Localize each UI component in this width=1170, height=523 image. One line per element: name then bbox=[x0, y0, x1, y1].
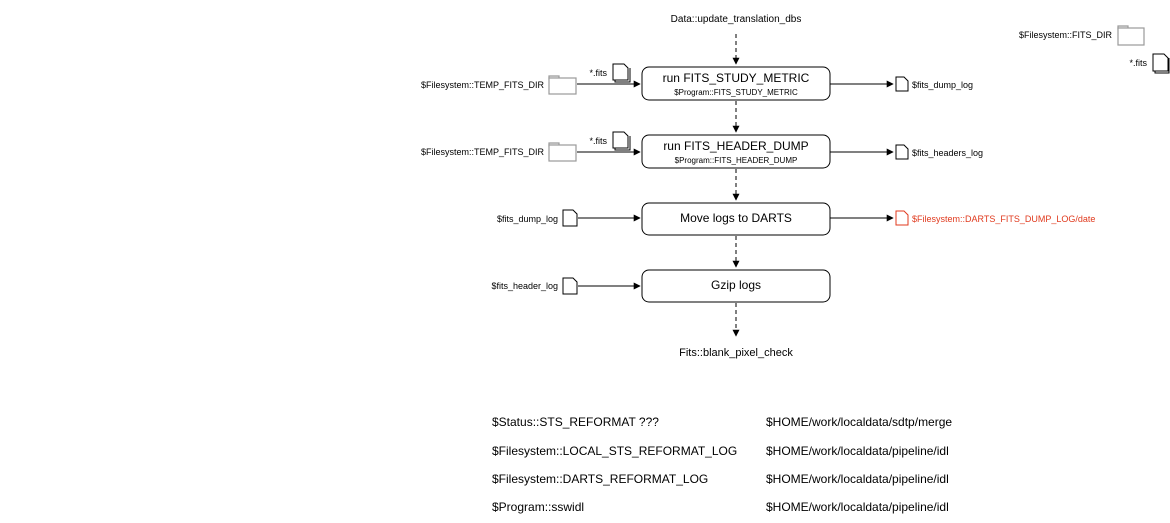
document-icon bbox=[613, 132, 630, 150]
fits-dump-log-output: $fits_dump_log bbox=[912, 80, 974, 90]
table-row-value: $HOME/work/localdata/pipeline/idl bbox=[766, 444, 949, 458]
fits-dir-label: $Filesystem::FITS_DIR bbox=[1018, 30, 1112, 40]
temp-fits-dir-label: $Filesystem::TEMP_FITS_DIR bbox=[420, 80, 544, 90]
fits-dump-log-input: $fits_dump_log bbox=[496, 214, 558, 224]
folder-icon bbox=[549, 76, 576, 94]
fits-dir-doc-label: *.fits bbox=[1129, 58, 1147, 68]
step-fits-study-metric bbox=[642, 67, 830, 100]
fits-doc-label: *.fits bbox=[589, 68, 607, 78]
table-row-name: $Program::sswidl bbox=[492, 500, 585, 514]
step-gzip-logs bbox=[642, 270, 830, 302]
document-icon bbox=[563, 278, 577, 294]
fits-headers-log-output: $fits_headers_log bbox=[912, 148, 984, 158]
document-icon bbox=[896, 77, 908, 91]
document-icon bbox=[563, 210, 577, 226]
fits-doc-label: *.fits bbox=[589, 136, 607, 146]
table-row-value: $HOME/work/localdata/pipeline/idl bbox=[766, 472, 949, 486]
document-icon bbox=[1153, 54, 1169, 73]
table-row-name: $Filesystem::DARTS_REFORMAT_LOG bbox=[492, 472, 709, 486]
step-title: run FITS_STUDY_METRIC bbox=[662, 71, 810, 85]
step-subtitle: $Program::FITS_HEADER_DUMP bbox=[674, 156, 798, 165]
table-row-name: $Status::STS_REFORMAT ??? bbox=[492, 415, 659, 429]
temp-fits-dir-label: $Filesystem::TEMP_FITS_DIR bbox=[420, 147, 544, 157]
table-row-name: $Filesystem::LOCAL_STS_REFORMAT_LOG bbox=[492, 444, 738, 458]
table-row-value: $HOME/work/localdata/pipeline/idl bbox=[766, 500, 949, 514]
step-fits-header-dump bbox=[642, 135, 830, 168]
next-step-label: Fits::blank_pixel_check bbox=[679, 347, 793, 359]
step-subtitle: $Program::FITS_STUDY_METRIC bbox=[674, 88, 798, 97]
darts-fits-dump-log-output: $Filesystem::DARTS_FITS_DUMP_LOG/date bbox=[912, 214, 1096, 224]
document-icon bbox=[613, 64, 630, 82]
document-icon bbox=[896, 145, 908, 159]
document-icon bbox=[896, 211, 908, 225]
step-title: Gzip logs bbox=[710, 278, 762, 292]
folder-icon bbox=[1118, 26, 1144, 45]
folder-icon bbox=[549, 143, 576, 161]
top-predecessor-label: Data::update_translation_dbs bbox=[670, 14, 802, 25]
step-title: run FITS_HEADER_DUMP bbox=[663, 139, 809, 153]
step-move-logs-to-darts bbox=[642, 203, 830, 235]
step-title: Move logs to DARTS bbox=[680, 211, 792, 225]
fits-header-log-input: $fits_header_log bbox=[491, 281, 558, 291]
table-row-value: $HOME/work/localdata/sdtp/merge bbox=[766, 415, 953, 429]
